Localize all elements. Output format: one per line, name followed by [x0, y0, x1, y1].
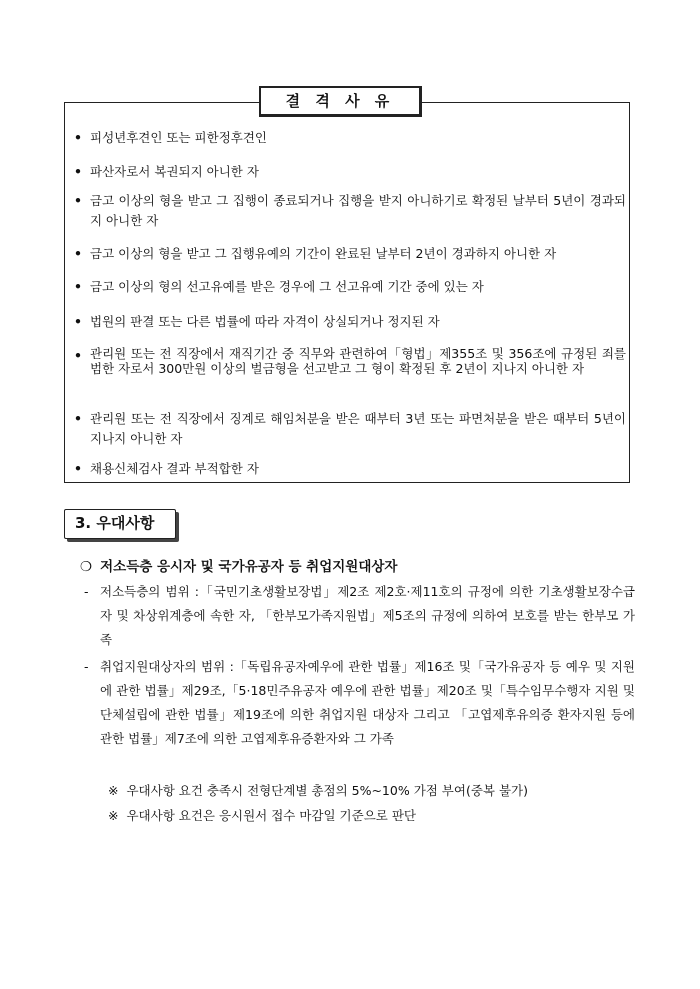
bullet-icon: • [74, 461, 82, 476]
disqualification-item: • 법원의 판결 또는 다른 법률에 따라 자격이 상실되거나 정지된 자 [74, 312, 626, 332]
disqualification-title: 결 격 사 유 [259, 86, 422, 117]
circle-bullet-icon: ❍ [80, 559, 93, 575]
reference-mark-icon: ※ [108, 808, 119, 823]
bullet-icon: • [74, 193, 82, 208]
disqualification-item: • 금고 이상의 형의 선고유예를 받은 경우에 그 선고유예 기간 중에 있는 자 [74, 277, 626, 297]
disqualification-item: • 파산자로서 복권되지 아니한 자 [74, 162, 626, 182]
section-title: 3. 우대사항 [64, 509, 176, 539]
disqualification-item: • 관리원 또는 전 직장에서 재직기간 중 직무와 관련하여「형법」제355조 및 356조에 규정된 죄를 범한 자로서 300만원 이상의 벌금형을 선고받고 그 형이 확정된 후 2년이 지나지 아니한 자 [74, 346, 626, 376]
dash-icon: - [84, 584, 89, 599]
disqualification-item: • 금고 이상의 형을 받고 그 집행유예의 기간이 완료된 날부터 2년이 경과하지 아니한 자 [74, 244, 626, 264]
bullet-icon: • [74, 130, 82, 145]
bullet-icon: • [74, 164, 82, 179]
bullet-icon: • [74, 314, 82, 329]
bullet-icon: • [74, 279, 82, 294]
disqualification-item: • 금고 이상의 형을 받고 그 집행이 종료되거나 집행을 받지 아니하기로 확정된 날부터 5년이 경과되지 아니한 자 [74, 193, 626, 228]
disqualification-item: • 관리원 또는 전 직장에서 징계로 해임처분을 받은 때부터 3년 또는 파면처분을 받은 때부터 5년이 지나지 아니한 자 [74, 411, 626, 446]
subsection-title: ❍ 저소득층 응시자 및 국가유공자 등 취업지원대상자 [80, 559, 398, 575]
preference-detail: - 저소득층의 범위 :「국민기초생활보장법」제2조 제2호·제11호의 규정에 의한 기초생활보장수급자 및 차상위계층에 속한 자, 「한부모가족지원법」제5조의 규정에 의하여 보호를 받는 한부모 가족 [84, 580, 635, 652]
preference-note: ※ 우대사항 요건은 응시원서 접수 마감일 기준으로 판단 [108, 808, 416, 823]
disqualification-item: • 채용신체검사 결과 부적합한 자 [74, 459, 626, 479]
bullet-icon: • [74, 348, 82, 363]
bullet-icon: • [74, 246, 82, 261]
preference-detail: - 취업지원대상자의 범위 :「독립유공자예우에 관한 법률」제16조 및「국가유공자 등 예우 및 지원에 관한 법률」제29조,「5·18민주유공자 예우에 관한 법률」제20조 및「특수임무수행자 지원 및 단체설립에 관한 법률」제19조에 의한 취업지원 대상자 그리고 「고엽제후유의증 환자지원 등에 관한 법률」제7조에 의한 고엽제후유증환자와 그 가족 [84, 655, 635, 751]
reference-mark-icon: ※ [108, 783, 119, 798]
disqualification-item: • 피성년후견인 또는 피한정후견인 [74, 128, 626, 148]
preference-note: ※ 우대사항 요건 충족시 전형단계별 총점의 5%~10% 가점 부여(중복 불가) [108, 783, 528, 798]
bullet-icon: • [74, 411, 82, 426]
dash-icon: - [84, 659, 89, 674]
